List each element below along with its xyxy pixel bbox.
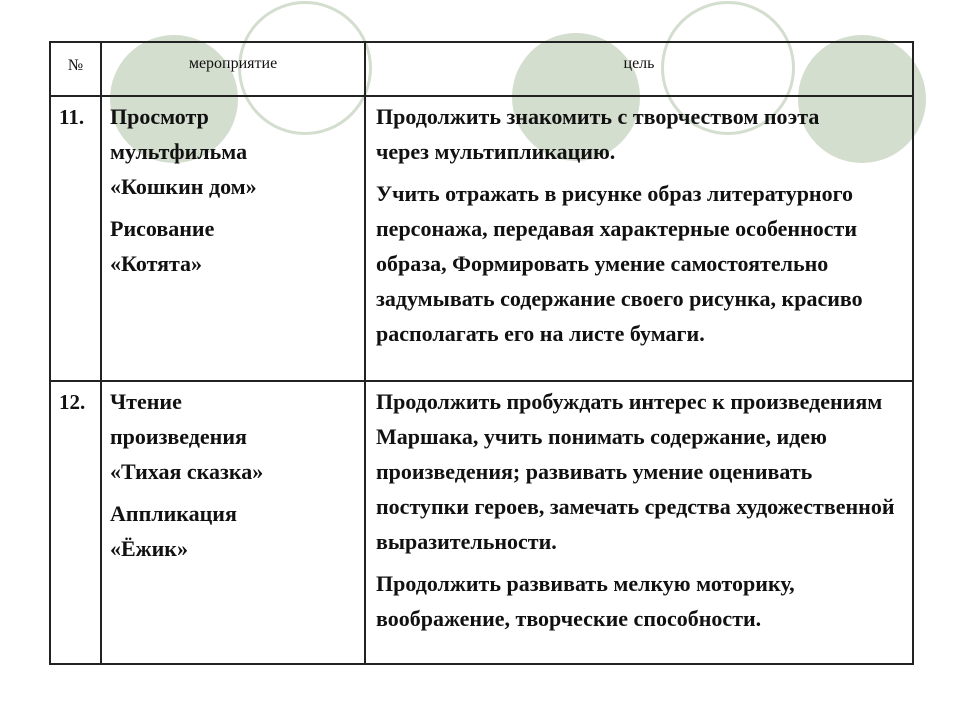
table-divider-event <box>364 41 366 665</box>
header-goal: цель <box>623 55 655 72</box>
event-text: Чтение произведения «Тихая сказка» <box>110 389 264 484</box>
activities-table <box>49 41 914 665</box>
table-border-right <box>912 41 914 665</box>
row-goal <box>376 99 896 351</box>
row-number: 11. <box>59 105 85 129</box>
goal-text: Продолжить развивать мелкую моторику, воображение, творческие способности. <box>376 571 795 631</box>
event-text: Аппликация «Ёжик» <box>110 501 237 561</box>
row-event <box>110 384 310 566</box>
goal-text: Продолжить знакомить с творчеством поэта через мультипликацию. <box>376 104 820 164</box>
row-event <box>110 99 310 281</box>
goal-text: Учить отражать в рисунке образ литературного персонажа, передавая характерные особенности образа, Формировать умение самостоятельно задумывать содержание своего рисунка, красиво располагать его на листе бумаги. <box>376 181 863 346</box>
goal-text: Продолжить пробуждать интерес к произведениям Маршака, учить понимать содержание, идею произведения; развивать умение оценивать поступки героев, замечать средства художественной выразительности. <box>376 389 895 554</box>
header-num: № <box>67 57 84 74</box>
row-number: 12. <box>59 390 86 414</box>
table-border-left <box>49 41 51 665</box>
table-border-bottom <box>49 663 914 665</box>
event-text: Просмотр мультфильма «Кошкин дом» <box>110 104 257 199</box>
event-text: Рисование «Котята» <box>110 216 215 276</box>
table-border-top <box>49 41 914 43</box>
table-row-divider <box>49 380 914 382</box>
row-goal <box>376 384 906 636</box>
header-event: мероприятие <box>188 55 278 72</box>
table-divider-num <box>100 41 102 665</box>
table-header-divider <box>49 95 914 97</box>
